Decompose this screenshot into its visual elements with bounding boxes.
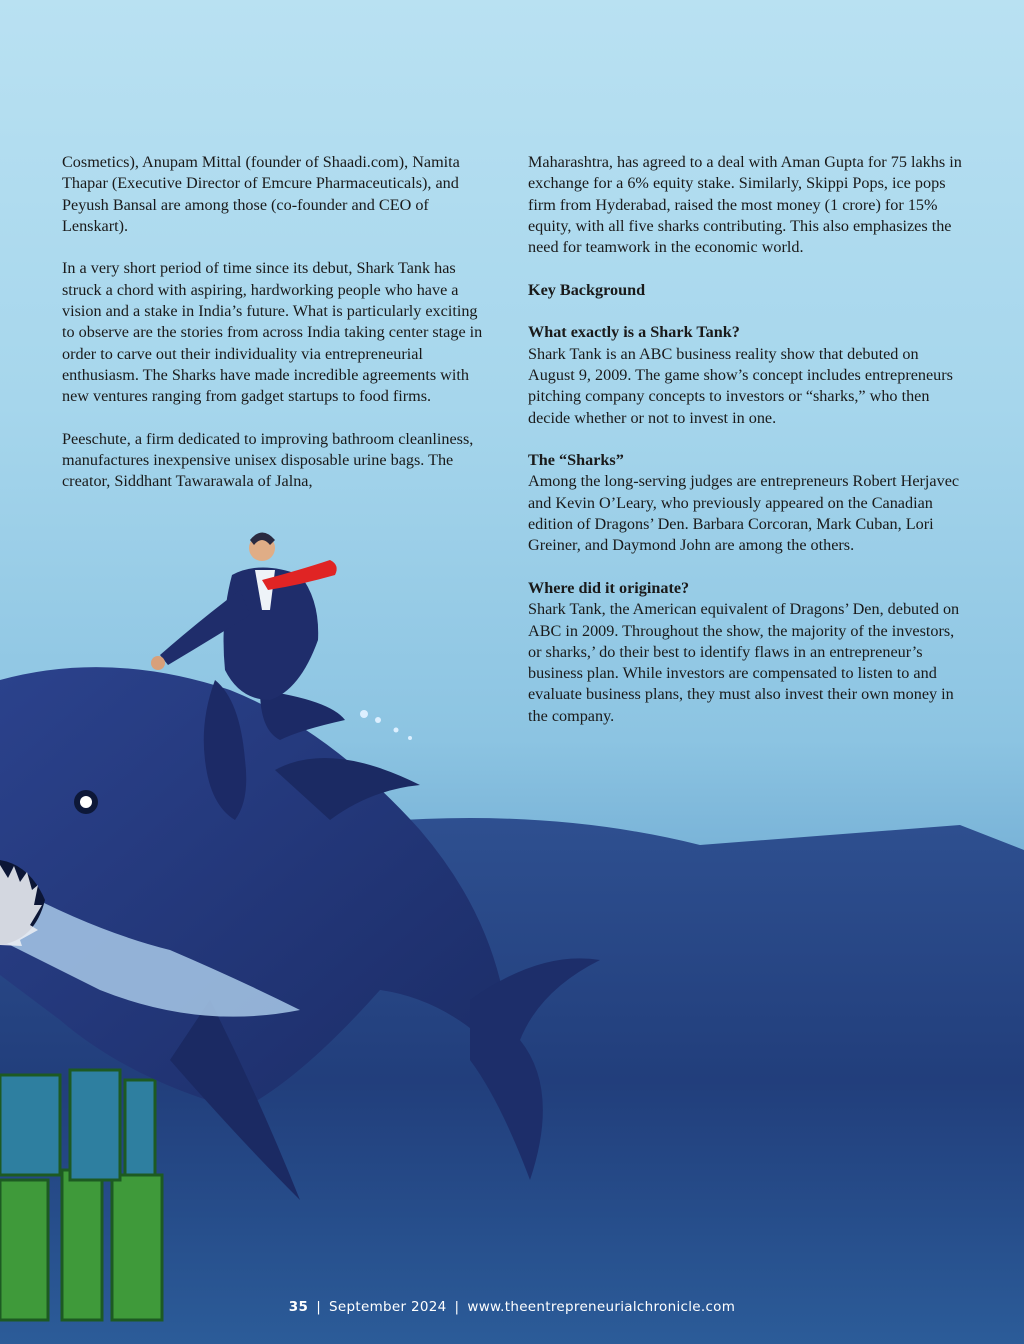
- answer-origin: Shark Tank, the American equivalent of Dragons’ Den, debuted on ABC in 2009. Throughout the show, the majority of the investors, or sharks,’ do their best to identify flaws in an entrepreneur’s business plan. While investors are compensated to listen to and evaluate business plans, they must also invest their own money in the company.: [528, 600, 960, 725]
- question-heading-what-is: What exactly is a Shark Tank?: [528, 323, 740, 342]
- section-heading-key-background: Key Background: [528, 280, 646, 299]
- question-heading-origin: Where did it originate?: [528, 578, 690, 597]
- left-paragraph-1: Cosmetics), Anupam Mittal (founder of Shaadi.com), Namita Thapar (Executive Director of Emcure Pharmaceuticals), and Peyush Bansal are among those (co-founder and CEO of Lenskart).: [62, 153, 460, 235]
- left-text-column: [62, 152, 490, 514]
- footer-separator: |: [316, 1299, 322, 1315]
- footer-separator: |: [454, 1299, 460, 1315]
- right-text-column: [528, 152, 968, 748]
- show-logo-letters: [0, 1070, 162, 1320]
- left-paragraph-3: Peeschute, a firm dedicated to improving bathroom cleanliness, manufactures inexpensive unisex disposable urine bags. The creator, Siddhant Tawarawala of Jalna,: [62, 429, 474, 491]
- question-heading-sharks: The “Sharks”: [528, 451, 624, 470]
- businessman-hand: [151, 656, 165, 670]
- page-footer: [0, 1299, 1024, 1315]
- page-number: 35: [288, 1299, 309, 1315]
- left-paragraph-2: In a very short period of time since its debut, Shark Tank has struck a chord with aspiring, hardworking people who have a vision and a stake in India’s future. What is particularly exciting to observe are the stories from across India taking center stage in order to carve out their individuality via entrepreneurial enthusiasm. The Sharks have made incredible agreements with new ventures ranging from gadget startups to food firms.: [62, 259, 483, 406]
- answer-sharks: Among the long-serving judges are entrepreneurs Robert Herjavec and Kevin O’Leary, who previously appeared on the Canadian edition of Dragons’ Den. Barbara Corcoran, Mark Cuban, Lori Greiner, and Daymond John are among the others.: [528, 472, 960, 555]
- issue-date: September 2024: [329, 1299, 447, 1315]
- answer-what-is: Shark Tank is an ABC business reality show that debuted on August 9, 2009. The game show’s concept includes entrepreneurs pitching company concepts to investors or “sharks,” who then decide whether or not to invest in one.: [528, 344, 953, 427]
- bubbles: [360, 710, 412, 740]
- shark-eye-highlight: [80, 796, 92, 808]
- website-link[interactable]: www.theentrepreneurialchronicle.com: [467, 1299, 736, 1315]
- right-paragraph-1: Maharashtra, has agreed to a deal with Aman Gupta for 75 lakhs in exchange for a 6% equity stake. Similarly, Skippi Pops, ice pops firm from Hyderabad, raised the most money (1 crore) for 15% equity, with all five sharks contributing. This also emphasizes the need for teamwork in the economic world.: [528, 153, 962, 257]
